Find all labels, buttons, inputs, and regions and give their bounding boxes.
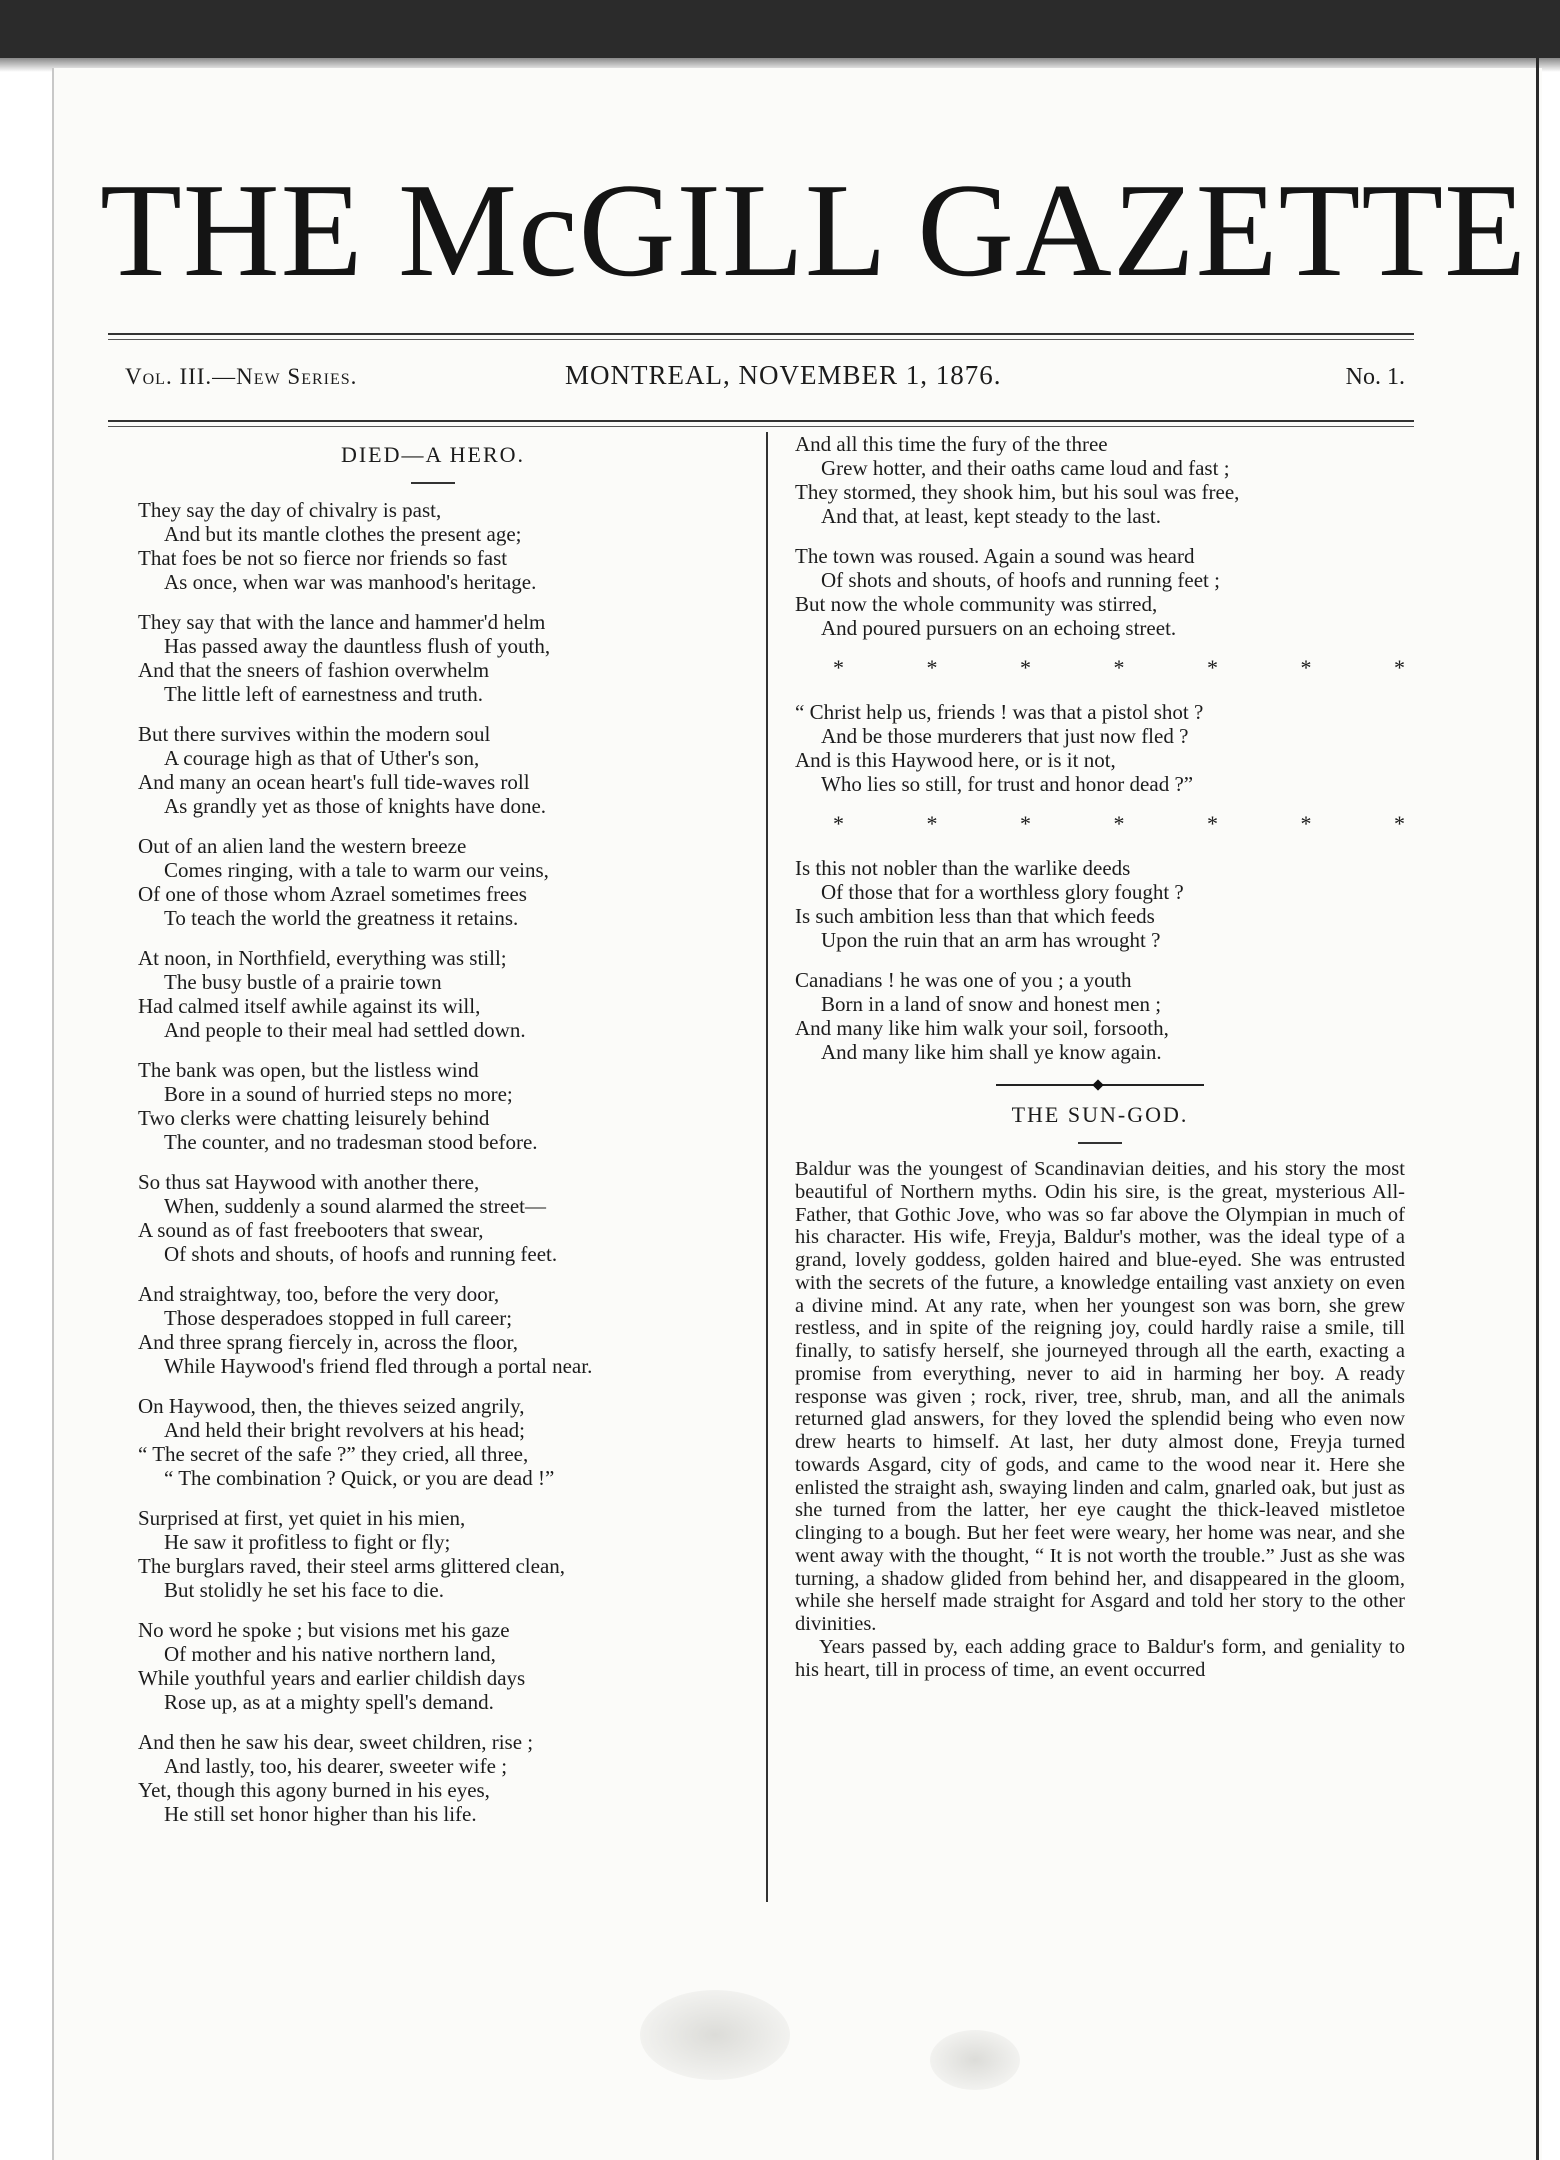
- poem-line: A courage high as that of Uther's son,: [164, 746, 480, 770]
- poem-line: Has passed away the dauntless flush of youth,: [164, 634, 551, 658]
- poem-title: DIED—A HERO.: [340, 442, 526, 467]
- section-divider: [996, 1080, 1204, 1090]
- poem-line: When, suddenly a sound alarmed the street—: [164, 1194, 546, 1218]
- star-ornament: *: [1020, 655, 1031, 680]
- poem-line: But now the whole community was stirred,: [795, 592, 1158, 616]
- poem-line: The town was roused. Again a sound was heard: [795, 544, 1195, 568]
- poem-stanza: [138, 1170, 728, 1266]
- poem-line: And poured pursuers on an echoing street.: [821, 616, 1177, 640]
- poem-continuation: [795, 432, 1405, 1064]
- volume-label: Vol. III.—New Series.: [125, 364, 358, 389]
- poem-line: They say the day of chivalry is past,: [138, 498, 442, 522]
- poem-line: That foes be not so fierce nor friends so fast: [138, 546, 508, 570]
- poem-line: But there survives within the modern soul: [138, 722, 491, 746]
- poem-line: While youthful years and earlier childish days: [138, 1666, 526, 1690]
- poem-line: “ The secret of the safe ?” they cried, all three,: [138, 1442, 529, 1466]
- poem-line: And is this Haywood here, or is it not,: [795, 748, 1116, 772]
- poem-line: Out of an alien land the western breeze: [138, 834, 467, 858]
- poem-line: Bore in a sound of hurried steps no more;: [164, 1082, 513, 1106]
- scan-top-border: [0, 0, 1560, 58]
- star-ornament: *: [1300, 655, 1312, 680]
- section-break-stars: [795, 656, 1405, 680]
- poem-stanza: [138, 946, 728, 1042]
- poem-line: Had calmed itself awhile against its will,: [138, 994, 481, 1018]
- poem-line: And all this time the fury of the three: [795, 432, 1108, 456]
- star-ornament: *: [1020, 811, 1031, 836]
- poem-line: But stolidly he set his face to die.: [164, 1578, 444, 1602]
- poem-stanza: [795, 700, 1405, 796]
- poem-stanza: [138, 1506, 728, 1602]
- poem-stanza: [795, 856, 1405, 952]
- star-ornament: *: [833, 655, 844, 680]
- article-title: THE SUN-GOD.: [1011, 1102, 1189, 1127]
- star-ornament: *: [1207, 655, 1218, 680]
- star-ornament: *: [926, 811, 938, 836]
- poem-line: Of shots and shouts, of hoofs and running feet.: [164, 1242, 558, 1266]
- poem-stanza: [138, 1058, 728, 1154]
- star-ornament: *: [1113, 811, 1125, 836]
- poem-line: And be those murderers that just now fled ?: [821, 724, 1189, 748]
- scan-right-border: [1536, 58, 1539, 2160]
- poem-stanza: [138, 834, 728, 930]
- poem-line: And lastly, too, his dearer, sweeter wife ;: [164, 1754, 508, 1778]
- poem-body: [138, 498, 728, 1826]
- poem-line: And straightway, too, before the very door,: [138, 1282, 500, 1306]
- title-rule: [411, 482, 455, 484]
- poem-line: A sound as of fast freebooters that swear,: [138, 1218, 484, 1242]
- masthead-title: THE McGILL GAZETTE: [100, 156, 1528, 304]
- poem-line: Two clerks were chatting leisurely behind: [138, 1106, 490, 1130]
- poem-line: And many an ocean heart's full tide-waves roll: [138, 770, 530, 794]
- masthead: [100, 150, 1528, 310]
- poem-line: So thus sat Haywood with another there,: [138, 1170, 480, 1194]
- place-date: MONTREAL, NOVEMBER 1, 1876.: [565, 360, 1002, 390]
- poem-stanza: [795, 968, 1405, 1064]
- poem-stanza: [138, 1618, 728, 1714]
- right-column: [795, 432, 1405, 1681]
- poem-stanza: [138, 1282, 728, 1378]
- poem-line: To teach the world the greatness it retains.: [164, 906, 519, 930]
- dateline: [125, 360, 1405, 396]
- poem-line: As once, when war was manhood's heritage.: [164, 570, 537, 594]
- poem-line: While Haywood's friend fled through a portal near.: [164, 1354, 593, 1378]
- poem-stanza: [138, 498, 728, 594]
- poem-line: And many like him walk your soil, forsooth,: [795, 1016, 1169, 1040]
- poem-line: And three sprang fiercely in, across the floor,: [138, 1330, 518, 1354]
- star-ornament: *: [1207, 811, 1218, 836]
- article-body: [795, 1158, 1405, 1681]
- poem-line: On Haywood, then, the thieves seized angrily,: [138, 1394, 525, 1418]
- poem-stanza: [138, 722, 728, 818]
- article-paragraph: Baldur was the youngest of Scandinavian deities, and his story the most beautiful of Northern myths. Odin his sire, is the great, mysterious All-Father, that Gothic Jove, who was so far above the Olympian in much of his character. His wife, Freyja, Baldur's mother, was the ideal type of a grand, lovely goddess, golden haired and blue-eyed. She was entrusted with the secrets of the future, a knowledge entailing vast anxiety on even a divine mind. At any rate, when her youngest son was born, she grew restless, and in spite of the reigning joy, could hardly raise a smile, till finally, to satisfy herself, she journeyed through all the earth, exacting a promise from everything, never to aid in harming her boy. A ready response was given ; rock, river, tree, shrub, man, and all the animals returned glad answers, for they loved the splendid being who even now drew hearts to himself. At last, her duty almost done, Freyja turned towards Asgard, city of gods, and came to the wood near it. Here she enlisted the straight ash, swaying linden and calm, gnarled oak, but just as she turned from the latter, her eye caught the thick-leaved mistletoe clinging to a bough. But her feet were weary, her home was near, and she went away with the thought, “ It is not worth the trouble.” Just as she was turning, a shadow glided from behind her, and disappeared in the gloom, while she herself made straight for Asgard and told her story to the other divinities.: [795, 1158, 1405, 1635]
- poem-line: Of those that for a worthless glory fought ?: [821, 880, 1184, 904]
- poem-line: And many like him shall ye know again.: [821, 1040, 1162, 1064]
- poem-line: He still set honor higher than his life.: [164, 1802, 477, 1826]
- poem-line: He saw it profitless to fight or fly;: [164, 1530, 451, 1554]
- poem-line: Of one of those whom Azrael sometimes frees: [138, 882, 527, 906]
- poem-line: They stormed, they shook him, but his soul was free,: [795, 480, 1240, 504]
- poem-line: The bank was open, but the listless wind: [138, 1058, 479, 1082]
- left-column: [138, 432, 728, 1842]
- poem-line: Is this not nobler than the warlike deeds: [795, 856, 1131, 880]
- poem-line: And people to their meal had settled down.: [164, 1018, 526, 1042]
- poem-line: And but its mantle clothes the present age;: [164, 522, 522, 546]
- poem-line: No word he spoke ; but visions met his gaze: [138, 1618, 510, 1642]
- article-paragraph: Years passed by, each adding grace to Baldur's form, and geniality to his heart, till in process of time, an event occurred: [795, 1635, 1405, 1681]
- poem-line: The counter, and no tradesman stood before.: [164, 1130, 538, 1154]
- title-rule: [1078, 1142, 1122, 1144]
- poem-line: Rose up, as at a mighty spell's demand.: [164, 1690, 494, 1714]
- poem-line: “ The combination ? Quick, or you are dead !”: [164, 1466, 555, 1490]
- star-ornament: *: [926, 655, 938, 680]
- poem-line: Grew hotter, and their oaths came loud and fast ;: [821, 456, 1230, 480]
- star-ornament: *: [833, 811, 844, 836]
- poem-line: And held their bright revolvers at his head;: [164, 1418, 525, 1442]
- paper-stain: [930, 2030, 1020, 2090]
- poem-line: And that, at least, kept steady to the last.: [821, 504, 1161, 528]
- paper-stain: [640, 1990, 790, 2080]
- poem-line: And that the sneers of fashion overwhelm: [138, 658, 490, 682]
- star-ornament: *: [1300, 811, 1312, 836]
- poem-stanza: [795, 432, 1405, 528]
- masthead-rule-thin: [108, 339, 1414, 340]
- poem-line: At noon, in Northfield, everything was still;: [138, 946, 507, 970]
- poem-line: Is such ambition less than that which feeds: [795, 904, 1155, 928]
- issue-number: No. 1.: [1345, 364, 1405, 390]
- poem-line: The little left of earnestness and truth.: [164, 682, 483, 706]
- poem-line: Surprised at first, yet quiet in his mien,: [138, 1506, 466, 1530]
- poem-line: Upon the ruin that an arm has wrought ?: [821, 928, 1161, 952]
- poem-line: Of shots and shouts, of hoofs and running feet ;: [821, 568, 1220, 592]
- star-ornament: *: [1394, 655, 1405, 680]
- poem-line: The burglars raved, their steel arms glittered clean,: [138, 1554, 566, 1578]
- column-divider: [766, 432, 768, 1902]
- poem-line: Born in a land of snow and honest men ;: [821, 992, 1162, 1016]
- poem-line: The busy bustle of a prairie town: [164, 970, 442, 994]
- masthead-rule: [108, 333, 1414, 335]
- poem-stanza: [138, 1730, 728, 1826]
- poem-line: Yet, though this agony burned in his eyes,: [138, 1778, 490, 1802]
- poem-line: Those desperadoes stopped in full career;: [164, 1306, 513, 1330]
- poem-line: And then he saw his dear, sweet children, rise ;: [138, 1730, 534, 1754]
- star-ornament: *: [1394, 811, 1405, 836]
- dateline-rule-thin: [108, 426, 1414, 427]
- poem-stanza: [795, 544, 1405, 640]
- poem-line: “ Christ help us, friends ! was that a pistol shot ?: [795, 700, 1204, 724]
- poem-line: Who lies so still, for trust and honor dead ?”: [821, 772, 1194, 796]
- poem-line: Comes ringing, with a tale to warm our veins,: [164, 858, 549, 882]
- star-ornament: *: [1113, 655, 1125, 680]
- poem-stanza: [138, 610, 728, 706]
- poem-line: As grandly yet as those of knights have done.: [164, 794, 547, 818]
- poem-line: They say that with the lance and hammer'd helm: [138, 610, 546, 634]
- poem-line: Canadians ! he was one of you ; a youth: [795, 968, 1132, 992]
- poem-stanza: [138, 1394, 728, 1490]
- dateline-rule: [108, 420, 1414, 422]
- section-break-stars: [795, 812, 1405, 836]
- poem-line: Of mother and his native northern land,: [164, 1642, 496, 1666]
